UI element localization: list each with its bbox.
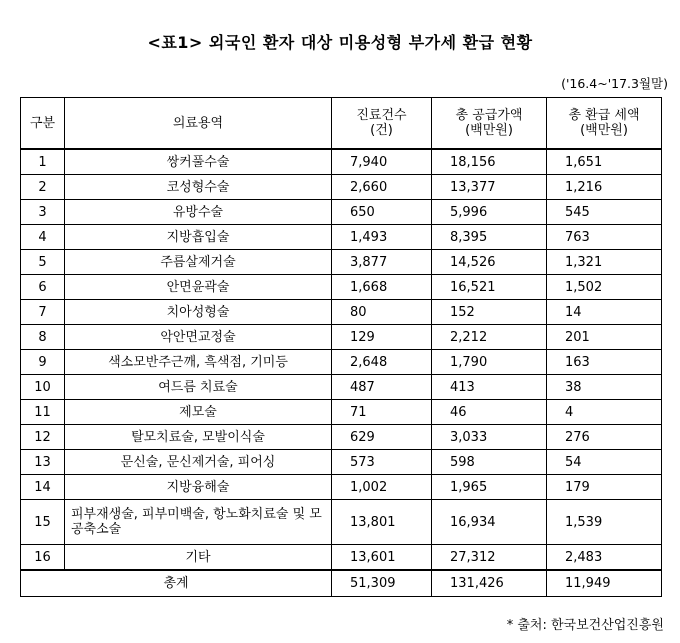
- table-row: [21, 300, 662, 325]
- row-supply: 27,312: [432, 545, 547, 571]
- row-supply: 1,790: [432, 350, 547, 375]
- row-refund: 1,502: [547, 275, 662, 300]
- table-row: [21, 475, 662, 500]
- row-service: 탈모치료술, 모발이식술: [65, 425, 332, 450]
- table-row: [21, 425, 662, 450]
- row-cases: 1,002: [332, 475, 432, 500]
- header-cases-unit: (건): [370, 123, 393, 138]
- row-refund: 545: [547, 200, 662, 225]
- table-row: [21, 225, 662, 250]
- header-row: [21, 98, 662, 150]
- row-cases: 71: [332, 400, 432, 425]
- row-number: 13: [21, 450, 65, 475]
- row-supply: 46: [432, 400, 547, 425]
- row-number: 15: [21, 500, 65, 545]
- refund-table: [20, 97, 662, 597]
- row-number: 11: [21, 400, 65, 425]
- table-row: [21, 400, 662, 425]
- row-supply: 5,996: [432, 200, 547, 225]
- row-refund: 1,539: [547, 500, 662, 545]
- row-refund: 276: [547, 425, 662, 450]
- header-cases-label: 진료건수: [356, 108, 407, 123]
- row-number: 7: [21, 300, 65, 325]
- row-cases: 487: [332, 375, 432, 400]
- total-cases: 51,309: [332, 570, 432, 597]
- source-note: * 출처: 한국보건산업진흥원: [506, 618, 664, 633]
- row-cases: 650: [332, 200, 432, 225]
- row-number: 1: [21, 149, 65, 175]
- row-refund: 1,321: [547, 250, 662, 275]
- total-label: 총계: [21, 570, 332, 597]
- row-cases: 573: [332, 450, 432, 475]
- row-supply: 16,521: [432, 275, 547, 300]
- row-refund: 1,216: [547, 175, 662, 200]
- period-note: ('16.4~'17.3월말): [561, 76, 668, 91]
- row-service: 쌍커풀수술: [65, 149, 332, 175]
- row-service: 여드름 치료술: [65, 375, 332, 400]
- row-number: 10: [21, 375, 65, 400]
- row-service: 제모술: [65, 400, 332, 425]
- table-row: [21, 375, 662, 400]
- row-number: 6: [21, 275, 65, 300]
- row-supply: 8,395: [432, 225, 547, 250]
- row-service: 문신술, 문신제거술, 피어싱: [65, 450, 332, 475]
- total-row: [21, 570, 662, 597]
- row-refund: 14: [547, 300, 662, 325]
- row-refund: 201: [547, 325, 662, 350]
- row-cases: 1,493: [332, 225, 432, 250]
- table-row: [21, 200, 662, 225]
- table-row: [21, 450, 662, 475]
- row-service: 안면윤곽술: [65, 275, 332, 300]
- row-number: 8: [21, 325, 65, 350]
- row-cases: 629: [332, 425, 432, 450]
- row-cases: 7,940: [332, 149, 432, 175]
- row-number: 12: [21, 425, 65, 450]
- header-cases: [332, 98, 432, 150]
- row-supply: 14,526: [432, 250, 547, 275]
- row-cases: 80: [332, 300, 432, 325]
- row-number: 3: [21, 200, 65, 225]
- row-service: 주름살제거술: [65, 250, 332, 275]
- row-cases: 13,801: [332, 500, 432, 545]
- row-supply: 1,965: [432, 475, 547, 500]
- table-row: [21, 250, 662, 275]
- row-refund: 4: [547, 400, 662, 425]
- row-service: 지방융해술: [65, 475, 332, 500]
- header-service: 의료용역: [65, 98, 332, 150]
- row-supply: 413: [432, 375, 547, 400]
- row-cases: 2,648: [332, 350, 432, 375]
- row-cases: 2,660: [332, 175, 432, 200]
- row-refund: 163: [547, 350, 662, 375]
- total-supply: 131,426: [432, 570, 547, 597]
- row-service: 유방수술: [65, 200, 332, 225]
- row-cases: 13,601: [332, 545, 432, 571]
- table-row: [21, 275, 662, 300]
- row-service: 코성형수술: [65, 175, 332, 200]
- header-refund-unit: (백만원): [580, 123, 628, 138]
- header-supply: [432, 98, 547, 150]
- row-supply: 13,377: [432, 175, 547, 200]
- row-number: 9: [21, 350, 65, 375]
- row-refund: 54: [547, 450, 662, 475]
- row-number: 4: [21, 225, 65, 250]
- row-supply: 16,934: [432, 500, 547, 545]
- row-service: 피부재생술, 피부미백술, 항노화치료술 및 모공축소술: [65, 500, 332, 545]
- row-supply: 152: [432, 300, 547, 325]
- header-refund-label: 총 환급 세액: [568, 108, 640, 123]
- table-row: [21, 500, 662, 545]
- table-row: [21, 149, 662, 175]
- row-refund: 2,483: [547, 545, 662, 571]
- row-refund: 179: [547, 475, 662, 500]
- header-supply-unit: (백만원): [465, 123, 513, 138]
- header-category: 구분: [21, 98, 65, 150]
- row-number: 2: [21, 175, 65, 200]
- row-refund: 1,651: [547, 149, 662, 175]
- row-supply: 18,156: [432, 149, 547, 175]
- table-row: [21, 350, 662, 375]
- row-number: 5: [21, 250, 65, 275]
- row-supply: 2,212: [432, 325, 547, 350]
- total-refund: 11,949: [547, 570, 662, 597]
- row-number: 16: [21, 545, 65, 571]
- row-cases: 3,877: [332, 250, 432, 275]
- table-row: [21, 545, 662, 571]
- row-cases: 129: [332, 325, 432, 350]
- row-service: 악안면교정술: [65, 325, 332, 350]
- table-row: [21, 325, 662, 350]
- row-number: 14: [21, 475, 65, 500]
- table-title: <표1> 외국인 환자 대상 미용성형 부가세 환급 현황: [147, 33, 533, 52]
- row-cases: 1,668: [332, 275, 432, 300]
- row-service: 치아성형술: [65, 300, 332, 325]
- row-service: 기타: [65, 545, 332, 571]
- header-supply-label: 총 공급가액: [455, 108, 523, 123]
- row-service: 색소모반주근깨, 흑색점, 기미등: [65, 350, 332, 375]
- row-refund: 38: [547, 375, 662, 400]
- row-refund: 763: [547, 225, 662, 250]
- row-supply: 3,033: [432, 425, 547, 450]
- header-refund: [547, 98, 662, 150]
- row-service: 지방흡입술: [65, 225, 332, 250]
- table-body: [21, 149, 662, 570]
- row-supply: 598: [432, 450, 547, 475]
- table-row: [21, 175, 662, 200]
